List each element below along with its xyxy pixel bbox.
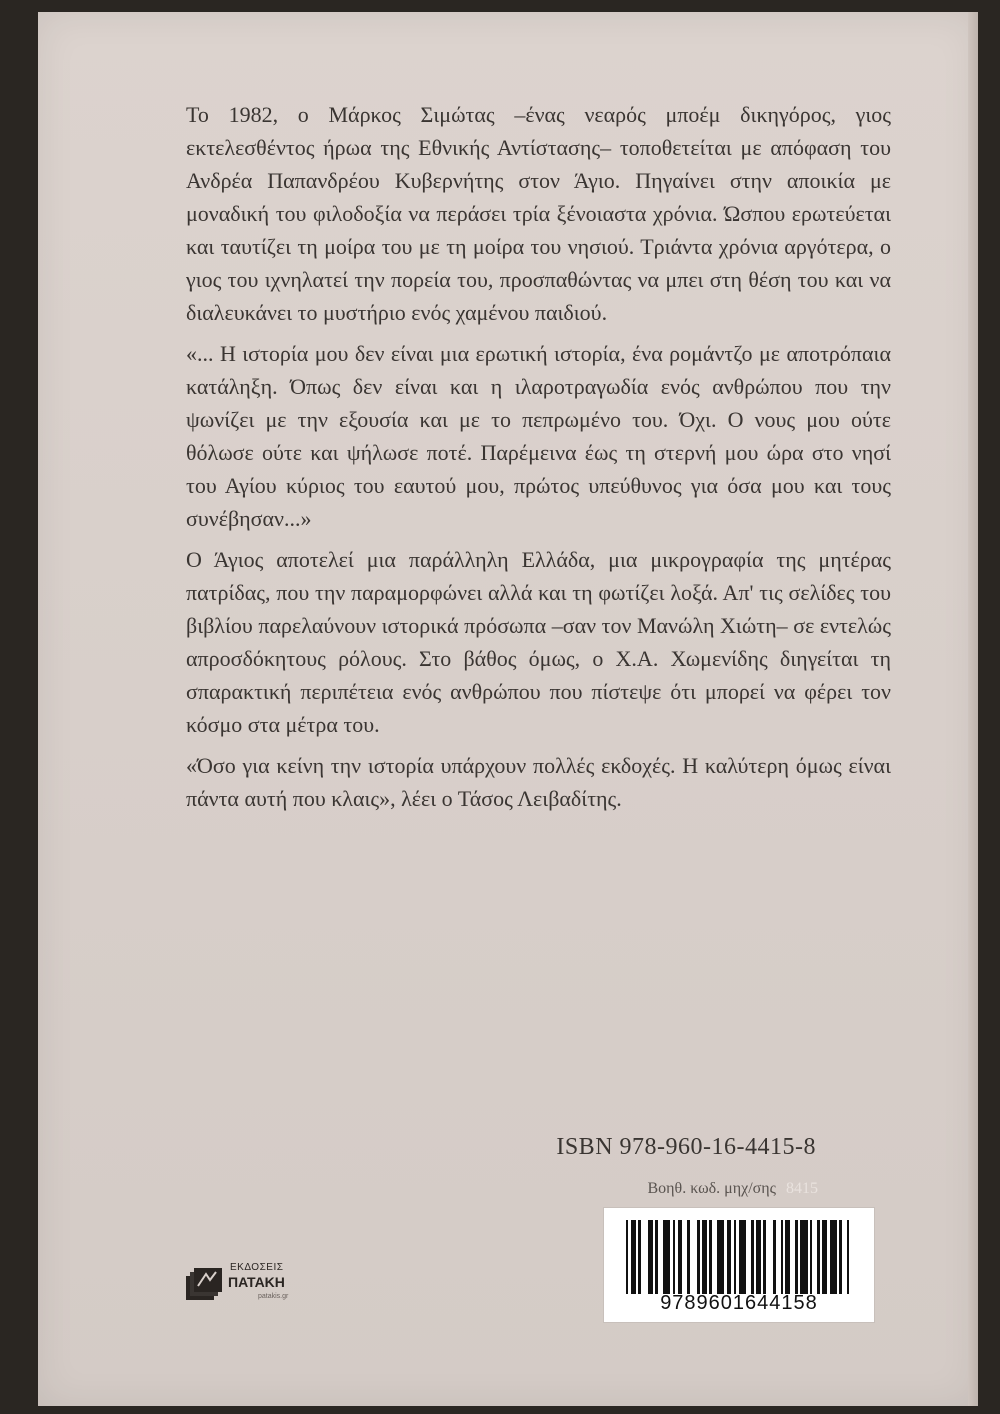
machine-code-label: Βοηθ. κωδ. μηχ/σης [647, 1180, 776, 1197]
barcode-bar [800, 1220, 807, 1294]
cover-edge [968, 12, 978, 1406]
barcode-bar [739, 1220, 746, 1294]
barcode-bar [663, 1220, 670, 1294]
barcode [603, 1207, 875, 1323]
barcode-bars [626, 1220, 852, 1294]
barcode-bar [830, 1220, 837, 1294]
blurb-paragraph-3: Ο Άγιος αποτελεί μια παράλληλη Ελλάδα, μια μικρογραφία της μητέρας πατρίδας, που την παραμορφώνει αλλά και τη φωτίζει λοξά. Απ' τις σελίδες του βιβλίου παρελαύνουν ιστορικά πρόσωπα –σαν τον Μανώλη Χιώτη– σε εντελώς απροσδόκητους ρόλους. Στο βάθος όμως, ο Χ.Α. Χωμενίδης διηγείται τη σπαρακτική περιπέτεια ενός ανθρώπου που πίστεψε ότι μπορεί να φέρει τον κόσμο στα μέτρα του. [186, 547, 891, 737]
barcode-bar [717, 1220, 724, 1294]
barcode-bar [641, 1220, 648, 1294]
barcode-digits: 9789601644158 [660, 1292, 818, 1314]
publisher-logo [186, 1250, 306, 1320]
barcode-bar [849, 1220, 851, 1294]
machine-code [647, 1180, 818, 1198]
blurb-paragraph-4: «Όσο για κείνη την ιστορία υπάρχουν πολλές εκδοχές. Η καλύτερη όμως είναι πάντα αυτή που κλαις», λέει ο Τάσος Λειβαδίτης. [186, 753, 891, 811]
publisher-name: ΠΑΤΑΚΗ [228, 1274, 285, 1290]
barcode-bar [766, 1220, 773, 1294]
book-back-cover [38, 12, 978, 1406]
blurb-paragraph-1: Το 1982, ο Μάρκος Σιμώτας –ένας νεαρός μποέμ δικηγόρος, γιος εκτελεσθέντος ήρωα της Εθνικής Αντίστασης– τοποθετείται με απόφαση του Ανδρέα Παπανδρέου Κυβερνήτης στον Άγιο. Πηγαίνει στην αποικία με μοναδική του φιλοδοξία να περάσει τρία ξένοιαστα χρόνια. Ώσπου ερωτεύεται και ταυτίζει τη μοίρα του με τη μοίρα του νησιού. Τριάντα χρόνια αργότερα, ο γιος του ιχνηλατεί την πορεία του, προσπαθώντας να μπει στη θέση του και να διαλευκάνει το μυστήριο ενός χαμένου παιδιού. [186, 102, 891, 325]
barcode-bar [690, 1220, 697, 1294]
machine-code-number: 8415 [786, 1180, 818, 1197]
publisher-logo-icon [186, 1266, 222, 1300]
blurb-paragraph-2: «... Η ιστορία μου δεν είναι μια ερωτική ιστορία, ένα ρομάντζο με αποτρόπαια κατάληξη. Όπως δεν είναι και η ιλαροτραγωδία ενός ανθρώπου που την ψωνίζει με την εξουσία και με το πεπρωμένο του. Όχι. Ο νους μου ούτε θόλωσε ούτε και ψήλωσε ποτέ. Παρέμεινα έως τη στερνή μου ώρα στο νησί του Αγίου κύριος του εαυτού μου, πρώτος υπεύθυνος για όσα μου και τους συνέβησαν...» [186, 341, 891, 531]
publisher-line-1: ΕΚΔΟΣΕΙΣ [230, 1262, 284, 1273]
isbn-number: ISBN 978-960-16-4415-8 [556, 1134, 816, 1160]
publisher-url: patakis.gr [258, 1293, 289, 1300]
blurb-text [186, 98, 891, 823]
